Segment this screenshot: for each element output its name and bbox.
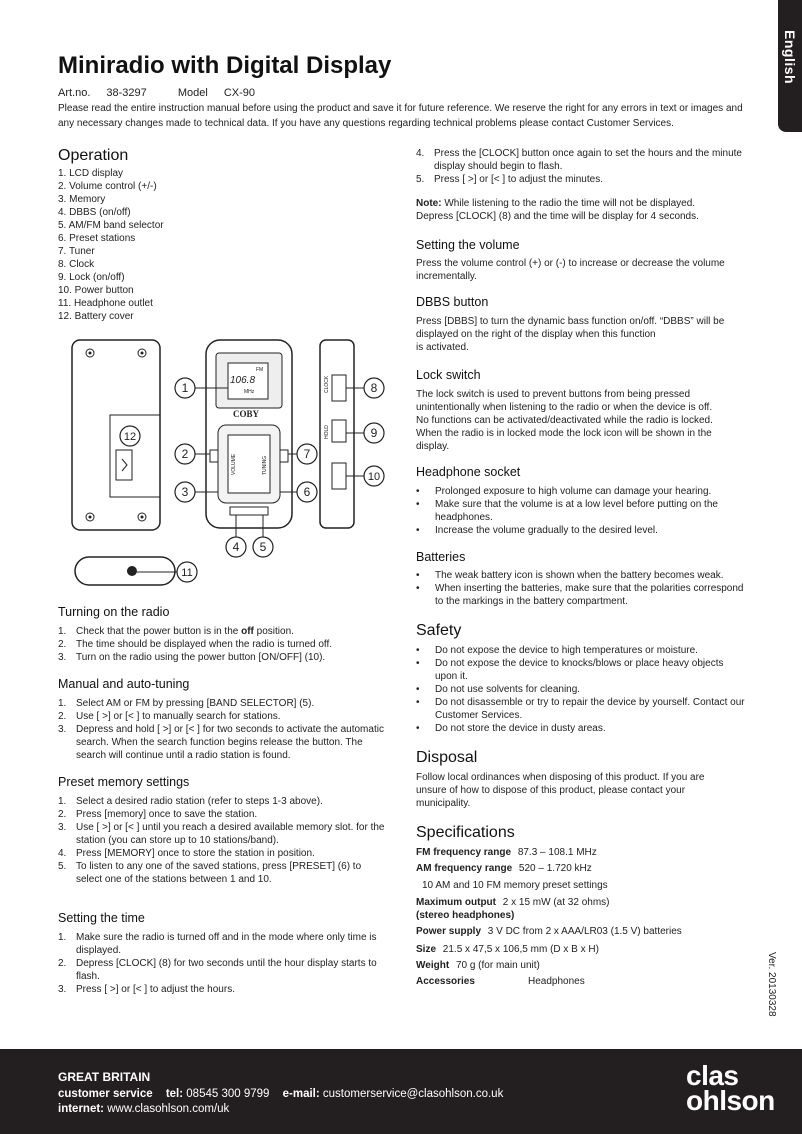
tuning-label: TUNING [262, 455, 268, 475]
list-item: 1. Select AM or FM by pressing [BAND SELECTOR] (5). [58, 698, 315, 709]
footer [0, 1049, 802, 1134]
operation-item: 8. Clock [58, 259, 95, 270]
operation-item: 4. DBBS (on/off) [58, 207, 131, 218]
callout-9: 9 [370, 426, 378, 440]
spec-fm: FM frequency range 87.3 – 108.1 MHz [416, 847, 597, 858]
operation-list [58, 167, 164, 323]
clasohlson-logo: clas ohlson [686, 1060, 775, 1116]
spec-power: Power supply 3 V DC from 2 x AAA/LR03 (1.5 V) batteries [416, 926, 682, 937]
cs-label: customer service [58, 1088, 153, 1100]
batteries-list [416, 569, 746, 608]
list-item: 4. Press the [CLOCK] button once again to set the hours and the minute display should begin to flash. [416, 148, 742, 172]
disposal-heading: Disposal [416, 749, 478, 766]
operation-item: 3. Memory [58, 194, 106, 205]
list-item: 3. Depress and hold [ >] or [< ] for two seconds to activate the automatic search. When the search function begins release the button. The search will continue until a radio station is found. [58, 724, 384, 761]
volume-heading: Setting the volume [416, 238, 520, 252]
list-item: • Do not expose the device to high temperatures or moisture. [416, 644, 746, 657]
callout-1: 1 [181, 381, 189, 395]
list-item: • Do not use solvents for cleaning. [416, 683, 746, 696]
callout-11: 11 [181, 567, 193, 579]
volume-text: Press the volume control (+) or (-) to increase or decrease the volume incrementally. [416, 258, 725, 282]
operation-item: 5. AM/FM band selector [58, 220, 164, 231]
list-item: 2. The time should be displayed when the radio is turned off. [58, 639, 333, 650]
spec-size: Size 21.5 x 47,5 x 106,5 mm (D x B x H) [416, 944, 599, 955]
footer-internet [58, 1103, 229, 1115]
lock-text: The lock switch is used to prevent buttons from being pressed unintentionally when listening to the radio or when the device is off. No functions can be activated/deactivated while the radio is locked. When the radio is in locked mode the lock icon will be shown in the display. [416, 389, 713, 452]
radio-diagram [70, 335, 400, 595]
list-item: 5. To listen to any one of the saved stations, press [PRESET] (6) to select one of the stations between 1 and 10. [58, 861, 362, 885]
dbbs-heading: DBBS button [416, 295, 489, 309]
list-item: • The weak battery icon is shown when the battery becomes weak. [416, 569, 746, 582]
callout-12: 12 [123, 431, 137, 443]
safety-heading: Safety [416, 622, 462, 639]
callout-4: 4 [232, 540, 240, 554]
operation-item: 2. Volume control (+/-) [58, 181, 157, 192]
footer-contact [58, 1088, 503, 1100]
list-item: 5. Press [ >] or [< ] to adjust the minutes. [416, 174, 603, 185]
spec-memory: 10 AM and 10 FM memory preset settings [422, 880, 608, 891]
callout-3: 3 [181, 485, 189, 499]
list-item: • Do not expose the device to knocks/blows or place heavy objects upon it. [416, 657, 746, 683]
spec-output: Maximum output 2 x 15 mW (at 32 ohms) (stereo headphones) [416, 897, 610, 921]
internet-link[interactable]: www.clasohlson.com/uk [107, 1103, 230, 1115]
tel-link[interactable]: 08545 300 9799 [186, 1088, 270, 1100]
headphone-outlet-view [75, 557, 175, 585]
article-info [58, 87, 271, 99]
operation-item: 12. Battery cover [58, 311, 134, 322]
list-item: 1. Make sure the radio is turned off and in the mode where only time is displayed. [58, 932, 377, 956]
language-tab [778, 0, 802, 132]
callout-5: 5 [259, 540, 267, 554]
clock-label: CLOCK [324, 375, 330, 393]
operation-item: 1. LCD display [58, 168, 124, 179]
manual-heading: Manual and auto-tuning [58, 677, 190, 691]
list-item: 2. Depress [CLOCK] (8) for two seconds until the hour display starts to flash. [58, 958, 377, 982]
hold-label: HOLD [324, 425, 330, 439]
list-item: • Increase the volume gradually to the desired level. [416, 524, 746, 537]
list-item: • Make sure that the volume is at a low level before putting on the headphones. [416, 498, 746, 524]
volume-label: VOLUME [231, 453, 237, 475]
list-item: 4. Press [MEMORY] once to store the station in position. [58, 848, 315, 859]
art-no-label: Art.no. [58, 87, 91, 99]
time-list-continued [416, 147, 746, 186]
spec-weight: Weight 70 g (for main unit) [416, 960, 540, 971]
disposal-text: Follow local ordinances when disposing of this product. If you are unsure of how to dispose of this product, please contact your municipality. [416, 772, 705, 809]
operation-item: 6. Preset stations [58, 233, 136, 244]
tel-label: tel: [165, 1088, 184, 1100]
turning-on-heading: Turning on the radio [58, 605, 170, 619]
operation-item: 7. Tuner [58, 246, 95, 257]
lcd-frequency: 106.8 [230, 375, 256, 386]
callout-6: 6 [303, 485, 311, 499]
safety-list [416, 644, 746, 735]
batteries-heading: Batteries [416, 550, 466, 564]
model: CX-90 [223, 87, 255, 99]
page-title: Miniradio with Digital Display [58, 52, 392, 79]
preset-heading: Preset memory settings [58, 775, 190, 789]
operation-item: 9. Lock (on/off) [58, 272, 125, 283]
operation-item: 10. Power button [58, 285, 134, 296]
list-item: 2. Use [ >] or [< ] to manually search for stations. [58, 711, 281, 722]
lock-heading: Lock switch [416, 368, 481, 382]
manual-list [58, 697, 390, 762]
spec-accessories: Accessories Headphones [416, 976, 585, 987]
callout-8: 8 [370, 381, 378, 395]
list-item: 1. Select a desired radio station (refer to steps 1-3 above). [58, 796, 323, 807]
intro-text: Please read the entire instruction manual before using the product and save it for future reference. We reserve the right for any errors in text or images and any necessary changes made to technical data. If you have any questions regarding technical problems please contact Customer Services. [58, 103, 743, 129]
footer-country: GREAT BRITAIN [58, 1070, 151, 1084]
art-no: 38-3297 [106, 87, 147, 99]
model-label: Model [177, 87, 208, 99]
specs-heading: Specifications [416, 824, 515, 841]
operation-heading: Operation [58, 147, 129, 164]
callout-2: 2 [181, 447, 189, 461]
turning-on-list [58, 625, 388, 664]
headphone-list [416, 485, 746, 537]
operation-item: 11. Headphone outlet [58, 298, 153, 309]
list-item: • Do not store the device in dusty areas. [416, 722, 746, 735]
list-item: 3. Use [ >] or [< ] until you reach a desired available memory slot. for the station (you can store up to 10 stations/band). [58, 822, 385, 846]
list-item: • Do not disassemble or try to repair the device by yourself. Contact our Customer Services. [416, 696, 746, 722]
email-link[interactable]: customerservice@clasohlson.co.uk [322, 1088, 504, 1100]
list-item: 2. Press [memory] once to save the station. [58, 809, 258, 820]
lcd-band: FM [256, 367, 264, 373]
headphone-heading: Headphone socket [416, 465, 521, 479]
callout-10: 10 [367, 471, 381, 483]
list-item: 3. Press [ >] or [< ] to adjust the hours. [58, 984, 235, 995]
version-label: Ver. 20130328 [766, 952, 777, 1017]
lcd-unit: MHz [244, 389, 255, 395]
callout-7: 7 [303, 447, 311, 461]
email-label: e-mail: [282, 1088, 320, 1100]
dbbs-text: Press [DBBS] to turn the dynamic bass function on/off. “DBBS” will be displayed on the right of the display when this function is activated. [416, 316, 725, 353]
back-view [72, 340, 160, 530]
time-heading: Setting the time [58, 911, 145, 925]
time-list [58, 931, 388, 996]
brand-logo: COBY [233, 409, 260, 419]
list-item: • Prolonged exposure to high volume can damage your hearing. [416, 485, 746, 498]
language-label: English [782, 30, 798, 85]
list-item: 3. Turn on the radio using the power button [ON/OFF] (10). [58, 652, 326, 663]
time-note: Note: While listening to the radio the time will not be displayed. Depress [CLOCK] (8) and the time will be display for 4 seconds. [416, 198, 699, 222]
spec-am: AM frequency range 520 – 1.720 kHz [416, 863, 592, 874]
list-item: 1. Check that the power button is in the off position. [58, 626, 294, 637]
list-item: • When inserting the batteries, make sure that the polarities correspond to the markings in the battery compartment. [416, 582, 746, 608]
preset-list [58, 795, 388, 886]
internet-label: internet: [58, 1103, 104, 1115]
